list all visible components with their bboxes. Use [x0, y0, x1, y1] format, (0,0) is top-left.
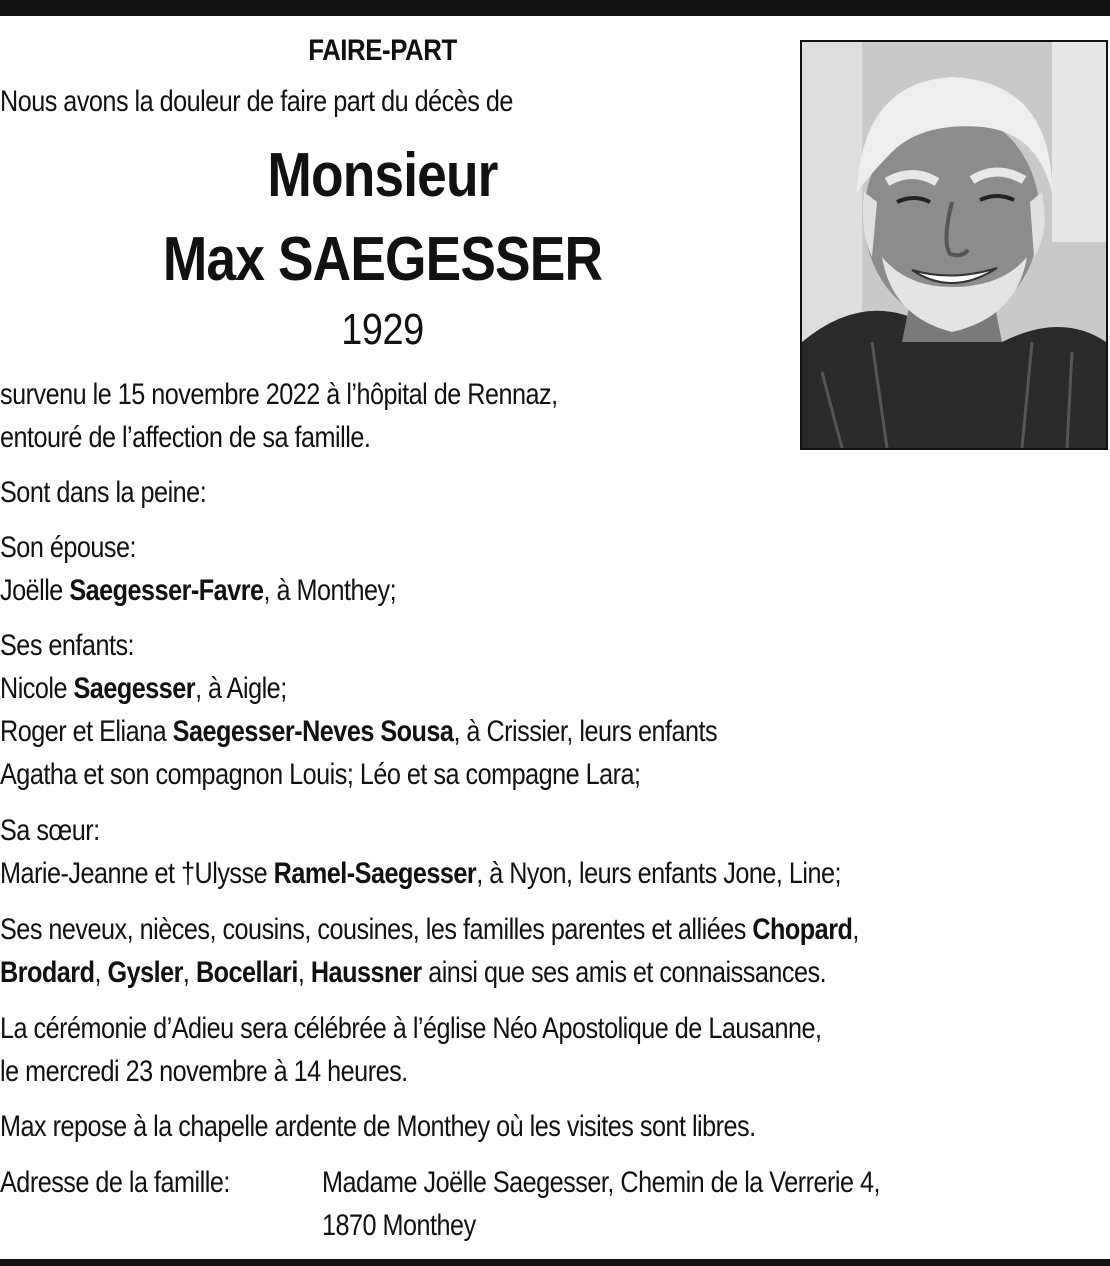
notice-heading: FAIRE-PART	[308, 34, 457, 67]
sister-surname: Ramel-Saegesser	[273, 857, 477, 890]
family-name-chopard: Chopard	[752, 913, 853, 946]
address-line-1: Madame Joëlle Saegesser, Chemin de la Verrerie 4,	[322, 1166, 881, 1199]
top-border-rule	[0, 0, 1110, 16]
child-2-surname: Saegesser-Neves Sousa	[172, 715, 454, 748]
relatives-line-1: Ses neveux, nièces, cousins, cousines, les familles parentes et alliées Chopard,	[0, 913, 859, 946]
death-line-1: survenu le 15 novembre 2022 à l’hôpital de Rennaz,	[0, 378, 558, 411]
honorific: Monsieur	[267, 141, 498, 210]
grandchildren-line: Agatha et son compagnon Louis; Léo et sa compagne Lara;	[0, 758, 641, 791]
relatives-line-2	[0, 955, 826, 991]
sister-first-names: Marie-Jeanne et †Ulysse	[0, 857, 274, 890]
children-label: Ses enfants:	[0, 629, 135, 662]
spouse-label: Son épouse:	[0, 531, 136, 564]
portrait-photo	[800, 40, 1108, 450]
family-name-haussner: Haussner	[310, 956, 422, 989]
relatives-end: ainsi que ses amis et connaissances.	[421, 956, 827, 989]
spouse-line	[0, 573, 396, 609]
mourning-intro: Sont dans la peine:	[0, 476, 207, 509]
separator: ,	[94, 956, 108, 989]
deceased-name: Max SAEGESSER	[162, 225, 603, 294]
address-line-2: 1870 Monthey	[322, 1209, 476, 1242]
sister-label: Sa sœur:	[0, 814, 100, 847]
child-2-first-names: Roger et Eliana	[0, 715, 173, 748]
family-name-gysler: Gysler	[107, 956, 183, 989]
sister-place: , à Nyon, leurs enfants Jone, Line;	[476, 857, 842, 890]
bottom-border-rule	[0, 1259, 1110, 1266]
ceremony-line-2: le mercredi 23 novembre à 14 heures.	[0, 1055, 408, 1088]
child-1-place: , à Aigle;	[195, 672, 287, 705]
spouse-surname: Saegesser-Favre	[69, 574, 264, 607]
child-1-first-name: Nicole	[0, 672, 74, 705]
child-2-place: , à Crissier, leurs enfants	[453, 715, 718, 748]
address-label: Adresse de la famille:	[0, 1166, 230, 1199]
family-name-brodard: Brodard	[0, 956, 95, 989]
intro-text: Nous avons la douleur de faire part du décès de	[0, 85, 513, 118]
child-1-surname: Saegesser	[73, 672, 196, 705]
ceremony-line-1: La cérémonie d’Adieu sera célébrée à l’église Néo Apostolique de Lausanne,	[0, 1012, 822, 1045]
sister-line	[0, 856, 841, 892]
child-2-line	[0, 714, 717, 750]
relatives-text: Ses neveux, nièces, cousins, cousines, les familles parentes et alliées	[0, 913, 753, 946]
repose-text: Max repose à la chapelle ardente de Monthey où les visites sont libres.	[0, 1110, 756, 1143]
spouse-place: , à Monthey;	[263, 574, 397, 607]
family-name-bocellari: Bocellari	[195, 956, 298, 989]
child-1-line	[0, 671, 287, 707]
separator: ,	[182, 956, 196, 989]
spouse-first-name: Joëlle	[0, 574, 70, 607]
birth-year: 1929	[341, 305, 424, 354]
portrait-illustration	[802, 42, 1106, 448]
separator: ,	[297, 956, 311, 989]
death-line-2: entouré de l’affection de sa famille.	[0, 421, 371, 454]
